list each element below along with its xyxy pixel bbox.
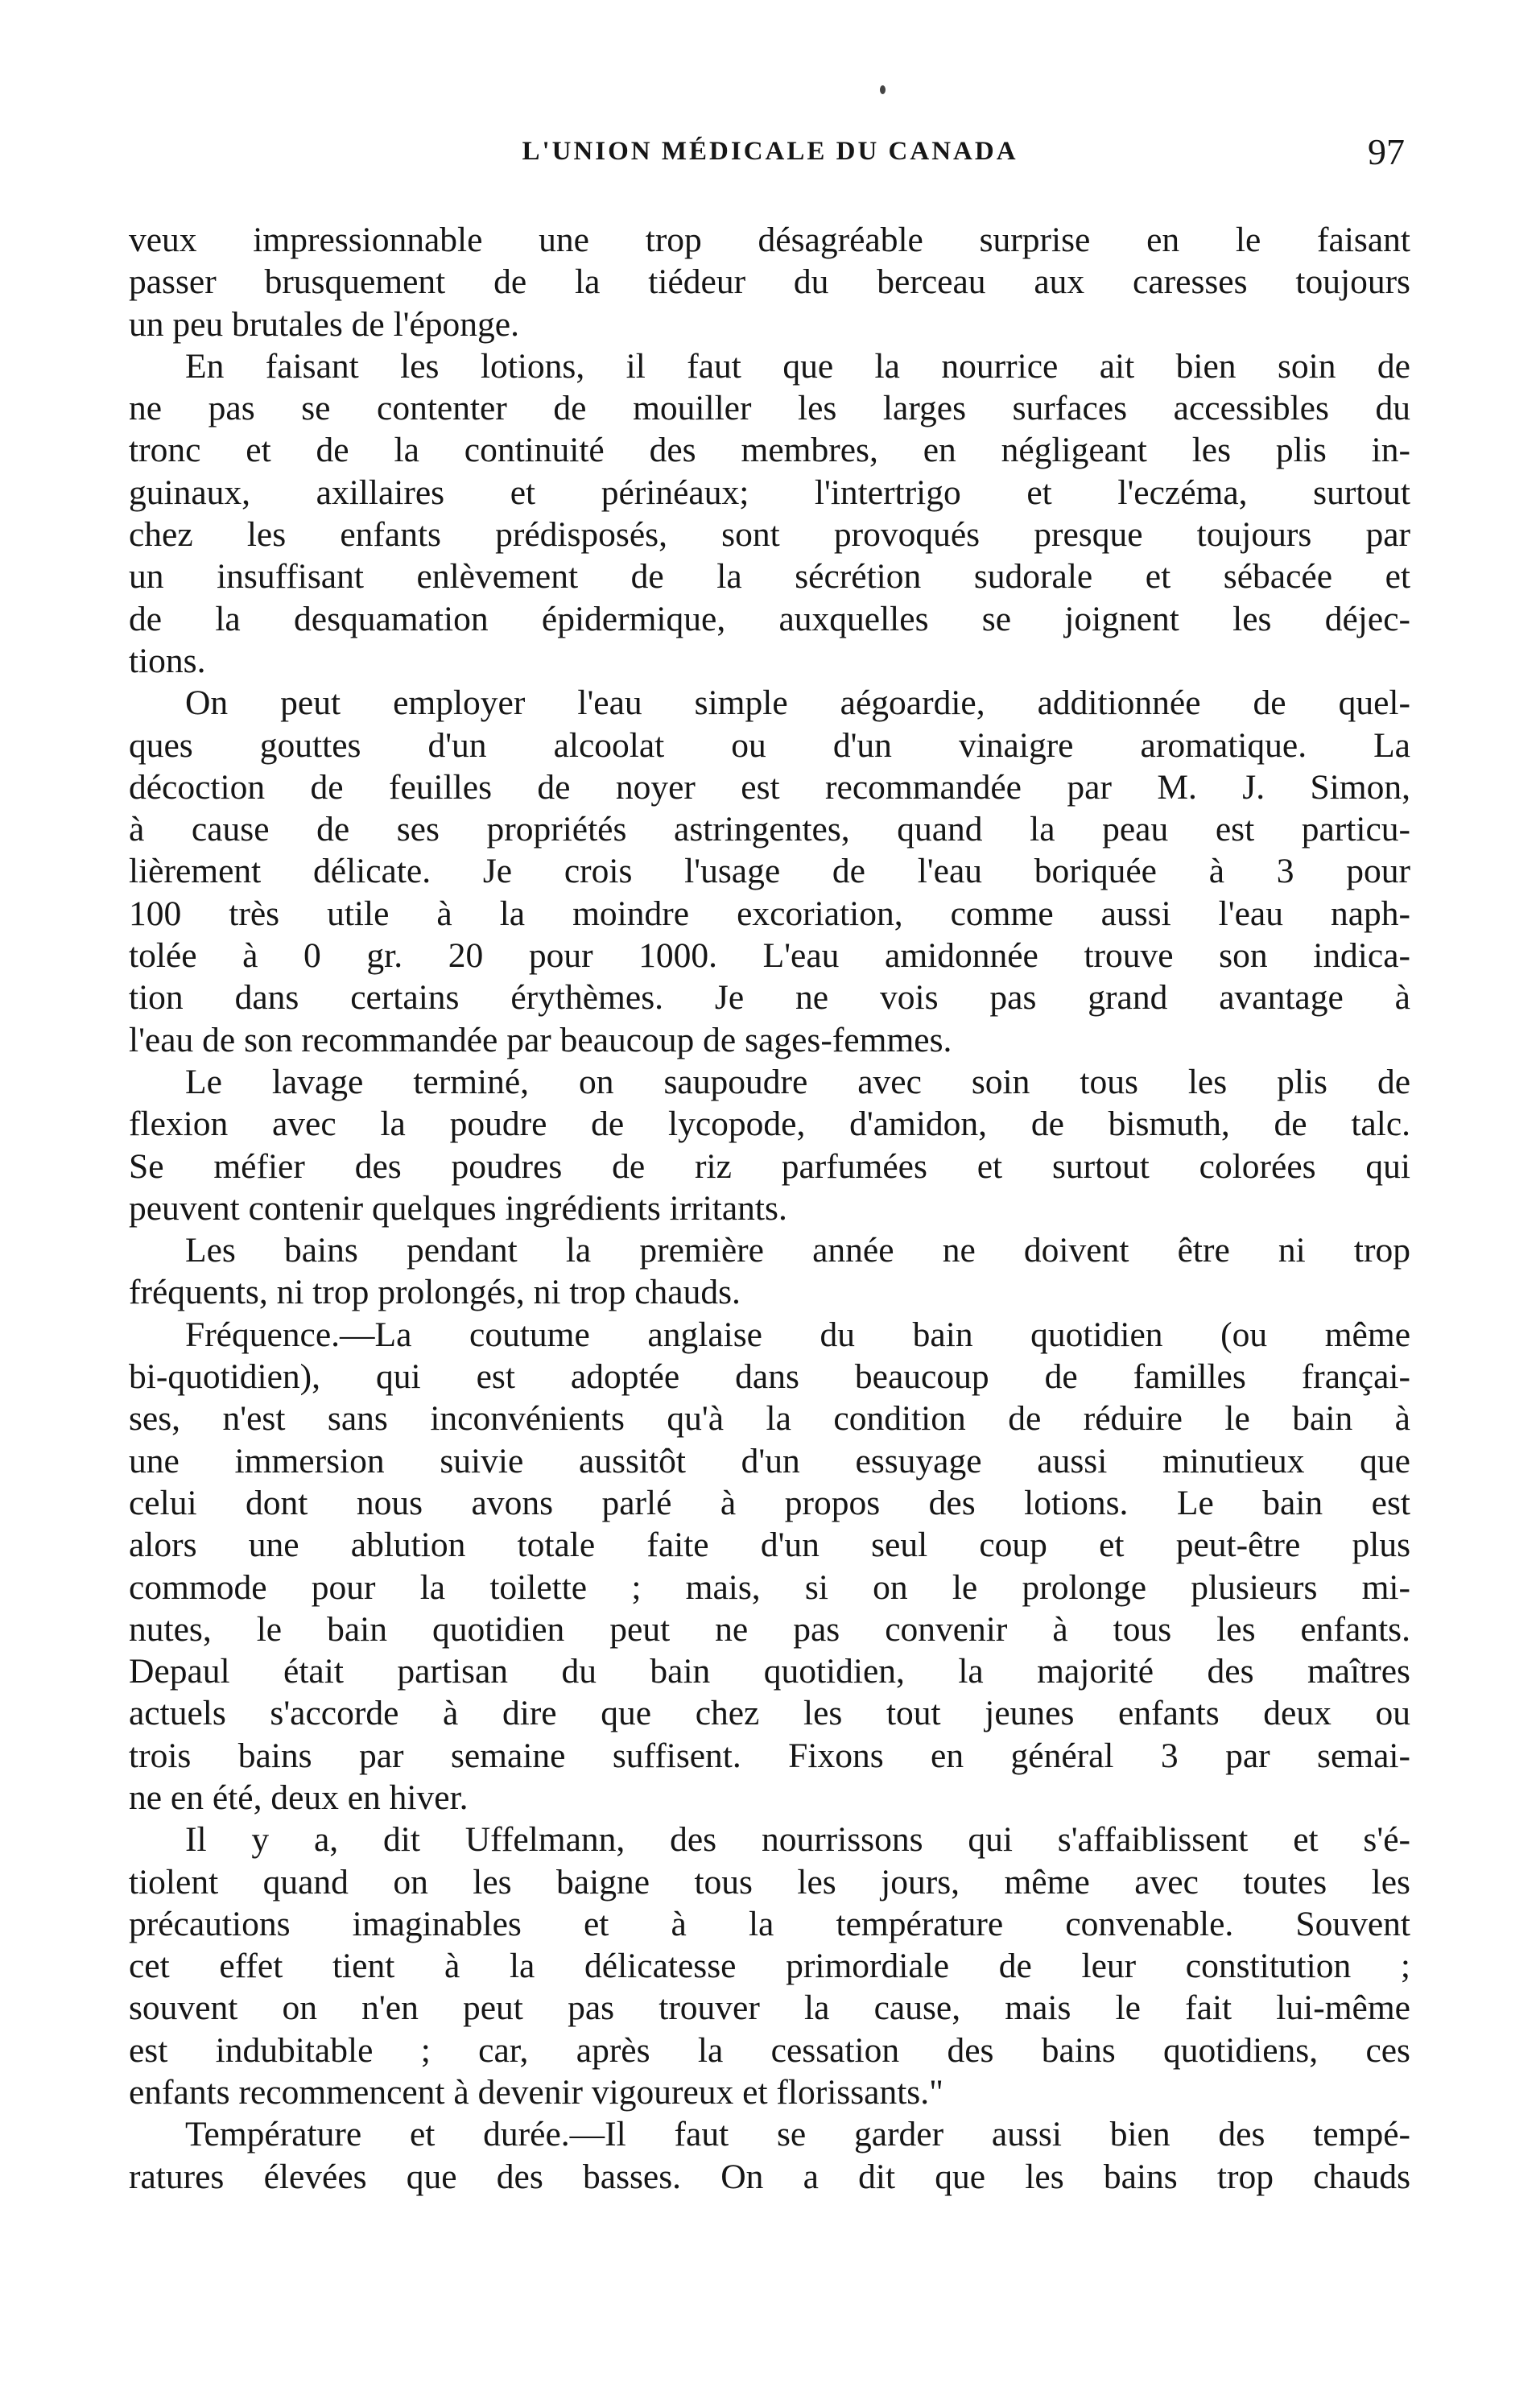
text-line: Il y a, dit Uffelmann, des nourrissons qui s'affaiblissent et s'é- — [185, 1820, 1410, 1860]
text-line: enfants recommencent à devenir vigoureux et florissants." — [129, 2073, 943, 2112]
text-line: tion dans certains érythèmes. Je ne vois pas grand avantage à — [129, 978, 1410, 1018]
text-line: à cause de ses propriétés astringentes, quand la peau est particu- — [129, 810, 1410, 849]
text-line: tolée à 0 gr. 20 pour 1000. L'eau amidonnée trouve son indica- — [129, 936, 1410, 976]
text-line: l'eau de son recommandée par beaucoup de sages-femmes. — [129, 1020, 952, 1059]
text-line: un insuffisant enlèvement de la sécrétion sudorale et sébacée et — [129, 557, 1410, 597]
page-header — [129, 131, 1411, 185]
text-line: tions. — [129, 641, 206, 680]
text-line: Depaul était partisan du bain quotidien, la majorité des maîtres — [129, 1652, 1410, 1691]
page-number: 97 — [1368, 131, 1405, 172]
text-line: tiolent quand on les baigne tous les jours, même avec toutes les — [129, 1862, 1410, 1902]
text-line: Le lavage terminé, on saupoudre avec soin tous les plis de — [185, 1062, 1410, 1101]
text-line: est indubitable ; car, après la cessation des bains quotidiens, ces — [129, 2030, 1410, 2070]
text-line: de la desquamation épidermique, auxquelles se joignent les déjec- — [129, 599, 1410, 638]
text-line: nutes, le bain quotidien peut ne pas convenir à tous les enfants. — [129, 1609, 1410, 1649]
text-line: souvent on n'en peut pas trouver la cause, mais le fait lui-même — [129, 1988, 1410, 2028]
text-line: trois bains par semaine suffisent. Fixons en général 3 par semai- — [129, 1736, 1410, 1775]
text-line: En faisant les lotions, il faut que la nourrice ait bien soin de — [185, 346, 1410, 386]
text-line: précautions imaginables et à la température convenable. Souvent — [129, 1904, 1410, 1943]
text-line: flexion avec la poudre de lycopode, d'amidon, de bismuth, de talc. — [129, 1105, 1410, 1144]
text-line: peuvent contenir quelques ingrédients irritants. — [129, 1188, 787, 1228]
text-line: 100 très utile à la moindre excoriation, comme aussi l'eau naph- — [129, 894, 1410, 933]
text-line: fréquents, ni trop prolongés, ni trop chauds. — [129, 1273, 741, 1312]
text-line: On peut employer l'eau simple aégoardie, additionnée de quel- — [185, 683, 1410, 723]
text-line: tronc et de la continuité des membres, en négligeant les plis in- — [129, 431, 1410, 470]
text-line: ques gouttes d'un alcoolat ou d'un vinaigre aromatique. La — [129, 725, 1410, 765]
text-line: ne en été, deux en hiver. — [129, 1778, 469, 1817]
text-line: un peu brutales de l'éponge. — [129, 304, 519, 344]
text-line: une immersion suivie aussitôt d'un essuyage aussi minutieux que — [129, 1441, 1410, 1480]
text-line: veux impressionnable une trop désagréable surprise en le faisant — [129, 221, 1410, 259]
text-line: commode pour la toilette ; mais, si on le prolonge plusieurs mi- — [129, 1567, 1410, 1607]
running-title: L'UNION MÉDICALE DU CANADA — [522, 137, 1018, 166]
text-line: ne pas se contenter de mouiller les larges surfaces accessibles du — [129, 389, 1410, 428]
ink-speck — [880, 85, 886, 94]
text-line: Température et durée.—Il faut se garder aussi bien des tempé- — [185, 2115, 1410, 2154]
text-line: alors une ablution totale faite d'un seul coup et peut-être plus — [129, 1526, 1410, 1565]
text-line: passer brusquement de la tiédeur du berceau aux caresses toujours — [129, 262, 1410, 302]
text-line: lièrement délicate. Je crois l'usage de l'eau boriquée à 3 pour — [129, 852, 1410, 891]
body-text — [129, 219, 1410, 2198]
text-line: celui dont nous avons parlé à propos des lotions. Le bain est — [129, 1483, 1410, 1522]
text-line: décoction de feuilles de noyer est recommandée par M. J. Simon, — [129, 767, 1410, 807]
text-line: cet effet tient à la délicatesse primordiale de leur constitution ; — [129, 1947, 1410, 1986]
text-line: Les bains pendant la première année ne doivent être ni trop — [185, 1231, 1410, 1270]
text-line: Fréquence.—La coutume anglaise du bain quotidien (ou même — [185, 1315, 1410, 1354]
text-line: actuels s'accorde à dire que chez les tout jeunes enfants deux ou — [129, 1694, 1410, 1733]
text-line: chez les enfants prédisposés, sont provoqués presque toujours par — [129, 515, 1410, 555]
text-line: ses, n'est sans inconvénients qu'à la condition de réduire le bain à — [129, 1399, 1410, 1439]
text-line: bi-quotidien), qui est adoptée dans beaucoup de familles françai- — [129, 1357, 1410, 1397]
text-line: guinaux, axillaires et périnéaux; l'intertrigo et l'eczéma, surtout — [129, 473, 1410, 512]
text-line: Se méfier des poudres de riz parfumées et surtout colorées qui — [129, 1146, 1410, 1186]
text-line: ratures élevées que des basses. On a dit que les bains trop chauds — [129, 2157, 1410, 2196]
